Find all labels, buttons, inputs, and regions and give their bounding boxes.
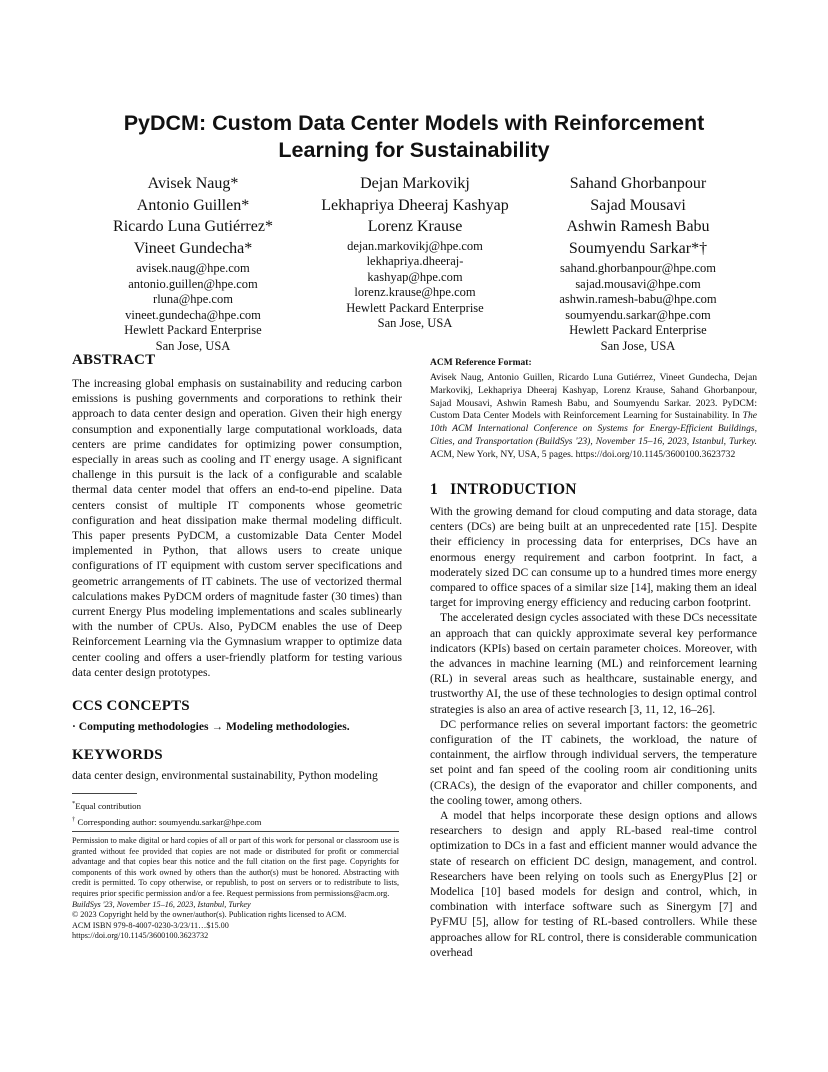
introduction-heading: 1 INTRODUCTION (430, 481, 577, 498)
author-block-3 (538, 173, 738, 354)
author-email: sahand.ghorbanpour@hpe.com (560, 261, 716, 275)
acm-reference-doi[interactable]: ACM, New York, NY, USA, 5 pages. https://doi.org/10.1145/3600100.3623732 (430, 448, 736, 460)
ccs-concepts: · Computing methodologies → Modeling methodologies. (72, 720, 350, 733)
author-name: Antonio Guillen* (136, 196, 250, 214)
intro-paragraph: With the growing demand for cloud computing and data storage, data centers (DCs) are being built at an unprecedented rate [15]. Despite their efficiency in processing data for enterprises, DCs have an enormous energy requirement and carbon footprint. In fact, a moderately sized DC can consume up to a hundred times more energy compared to office spaces of a similar size [14], making them an ideal target for improving energy efficiency and reducing carbon footprint. (430, 505, 757, 610)
author-email: kashyap@hpe.com (367, 269, 463, 284)
footnotes (72, 797, 402, 829)
intro-paragraph: The accelerated design cycles associated with these DCs necessitate an approach that can quickly approximate several key performance indicators (KPIs) based on certain parameter choices. Moreover, with the advances in machine learning (ML) and reinforcement learning (RL) in several areas such as healthcare, sustainable energy, and trustworthy AI, the use of these technologies to design optimal control strategies is also an area of active research [3, 11, 12, 16–26]. (430, 611, 757, 716)
footnote-corresponding: † Corresponding author: soumyendu.sarkar@hpe.com (72, 815, 262, 827)
title-line-2: Learning for Sustainability (278, 138, 550, 162)
acm-reference-text (430, 372, 757, 462)
author-affiliation: Hewlett Packard Enterprise (124, 323, 262, 337)
isbn-line: ACM ISBN 979-8-4007-0230-3/23/11…$15.00 (72, 920, 229, 930)
author-location: San Jose, USA (600, 338, 676, 353)
author-email: avisek.naug@hpe.com (136, 261, 250, 275)
introduction-body (430, 504, 757, 960)
author-name: Soumyendu Sarkar*† (568, 239, 708, 257)
author-location: San Jose, USA (377, 316, 453, 330)
footnote-equal: *Equal contribution (72, 800, 141, 811)
doi-link[interactable]: https://doi.org/10.1145/3600100.3623732 (72, 931, 209, 941)
author-name: Avisek Naug* (147, 175, 239, 192)
author-email: lorenz.krause@hpe.com (354, 285, 476, 299)
abstract-heading: ABSTRACT (72, 352, 156, 368)
author-affiliation: Hewlett Packard Enterprise (569, 323, 707, 337)
permission-rule (72, 831, 399, 832)
permission-block (72, 836, 399, 942)
author-name: Lekhapriya Dheeraj Kashyap (321, 196, 509, 214)
author-location: San Jose, USA (155, 338, 231, 353)
acm-reference-proceedings: The 10th ACM International Conference on Systems for Energy-Efficient Buildings, Cities, and Transportation (BuildSys '23), November 15–16, 2023, Istanbul, Turkey. (430, 410, 757, 447)
author-email: sajad.mousavi@hpe.com (575, 276, 701, 291)
author-email: lekhapriya.dheeraj- (366, 254, 464, 268)
author-email: antonio.guillen@hpe.com (128, 276, 258, 291)
acm-reference-heading: ACM Reference Format: (430, 358, 532, 368)
author-block-2 (310, 173, 520, 332)
acm-reference-authors: Avisek Naug, Antonio Guillen, Ricardo Luna Gutiérrez, Vineet Gundecha, Dejan Markovikj, Lekhapriya Dheeraj Kashyap, Lorenz Krause, Sahand Ghorbanpour, Sajad Mousavi, Ashwin Ramesh Babu, and Soumyendu Sarkar. 2023. PyDCM: Custom Data Center Models with Reinforcement Learning for Sustainability. In (430, 372, 757, 422)
abstract-text: The increasing global emphasis on sustainability and reducing carbon emissions is pushing governments and corporations to rethink their approach to data center design and operation. Given their high energy consumption and exponentially large computational workloads, data centers are prime candidates for optimizing power consumption, especially in areas such as cooling and IT energy usage. A significant challenge in this pursuit is the lack of a configurable and scalable thermal data center model that offers an end-to-end pipeline. Data centers consist of multiple IT components whose geometric configuration and heat dissipation make thermal modeling difficult. This paper presents PyDCM, a customizable Data Center Model implemented in Python, that allows users to create unique configurations of IT equipment with custom server specifications and geometric arrangements of IT cabinets. The use of vectorized thermal calculations makes PyDCM orders of magnitude faster (30 times) than current Energy Plus modeling implementations and scales sublinearly with the number of CPUs. Also, PyDCM enables the use of Deep Reinforcement Learning via the Gymnasium wrapper to optimize data center cooling and offers a user-friendly platform for testing various data center design prototypes. (72, 377, 402, 679)
footnote-rule (72, 793, 137, 794)
author-email: soumyendu.sarkar@hpe.com (565, 307, 711, 322)
title-line-1: PyDCM: Custom Data Center Models with Reinforcement (123, 111, 705, 135)
author-email: dejan.markovikj@hpe.com (347, 238, 483, 253)
author-name: Ashwin Ramesh Babu (566, 218, 710, 235)
venue-line: BuildSys '23, November 15–16, 2023, Istanbul, Turkey (72, 899, 251, 909)
copyright-line: © 2023 Copyright held by the owner/author(s). Publication rights licensed to ACM. (72, 910, 347, 920)
author-email: rluna@hpe.com (153, 292, 233, 306)
intro-paragraph: DC performance relies on several important factors: the geometric configuration of the IT cabinets, the workload, the nature of containment, the airflow through individual servers, the temperature set point and fan speed of the cooling room air conditioning units (CRACs), the design of the evaporator and chiller components, and the cooling tower, among others. (430, 717, 757, 807)
author-name: Ricardo Luna Gutiérrez* (113, 218, 273, 235)
paper-title (60, 110, 768, 164)
author-name: Vineet Gundecha* (133, 239, 253, 257)
author-email: vineet.gundecha@hpe.com (125, 307, 261, 322)
author-affiliation: Hewlett Packard Enterprise (346, 300, 484, 315)
keywords-text: data center design, environmental sustainability, Python modeling (72, 769, 378, 782)
permission-text: Permission to make digital or hard copies of all or part of this work for personal or classroom use is granted without fee provided that copies are not made or distributed for profit or commercial advantage and that copies bear this notice and the full citation on the first page. Copyrights for components of this work owned by others than the author(s) must be honored. Abstracting with credit is permitted. To copy otherwise, or republish, to post on servers or to redistribute to lists, requires prior specific permission and/or a fee. Request permissions from permissions@acm.org. (72, 836, 399, 898)
ccs-heading: CCS CONCEPTS (72, 698, 190, 714)
author-name: Sahand Ghorbanpour (569, 175, 707, 192)
author-block-1 (88, 173, 298, 354)
keywords-heading: KEYWORDS (72, 747, 163, 763)
author-name: Lorenz Krause (367, 218, 463, 235)
author-name: Sajad Mousavi (590, 196, 686, 214)
author-name: Dejan Markovikj (360, 175, 470, 192)
author-email: ashwin.ramesh-babu@hpe.com (559, 292, 717, 306)
intro-paragraph: A model that helps incorporate these design options and allows researchers to design and apply RL-based real-time control optimization to DCs in a fast and efficient manner would advance the state of research on efficient DC design, management, and control. Researchers have been relying on tools such as EnergyPlus [2] or Modelica [10] based models for design and control, which, in combination with interface software such as Sinergym [7] and PyFMU [5], allow for testing of RL-based controllers. While these approaches allow for RL control, there is considerable communication overhead (430, 809, 757, 959)
